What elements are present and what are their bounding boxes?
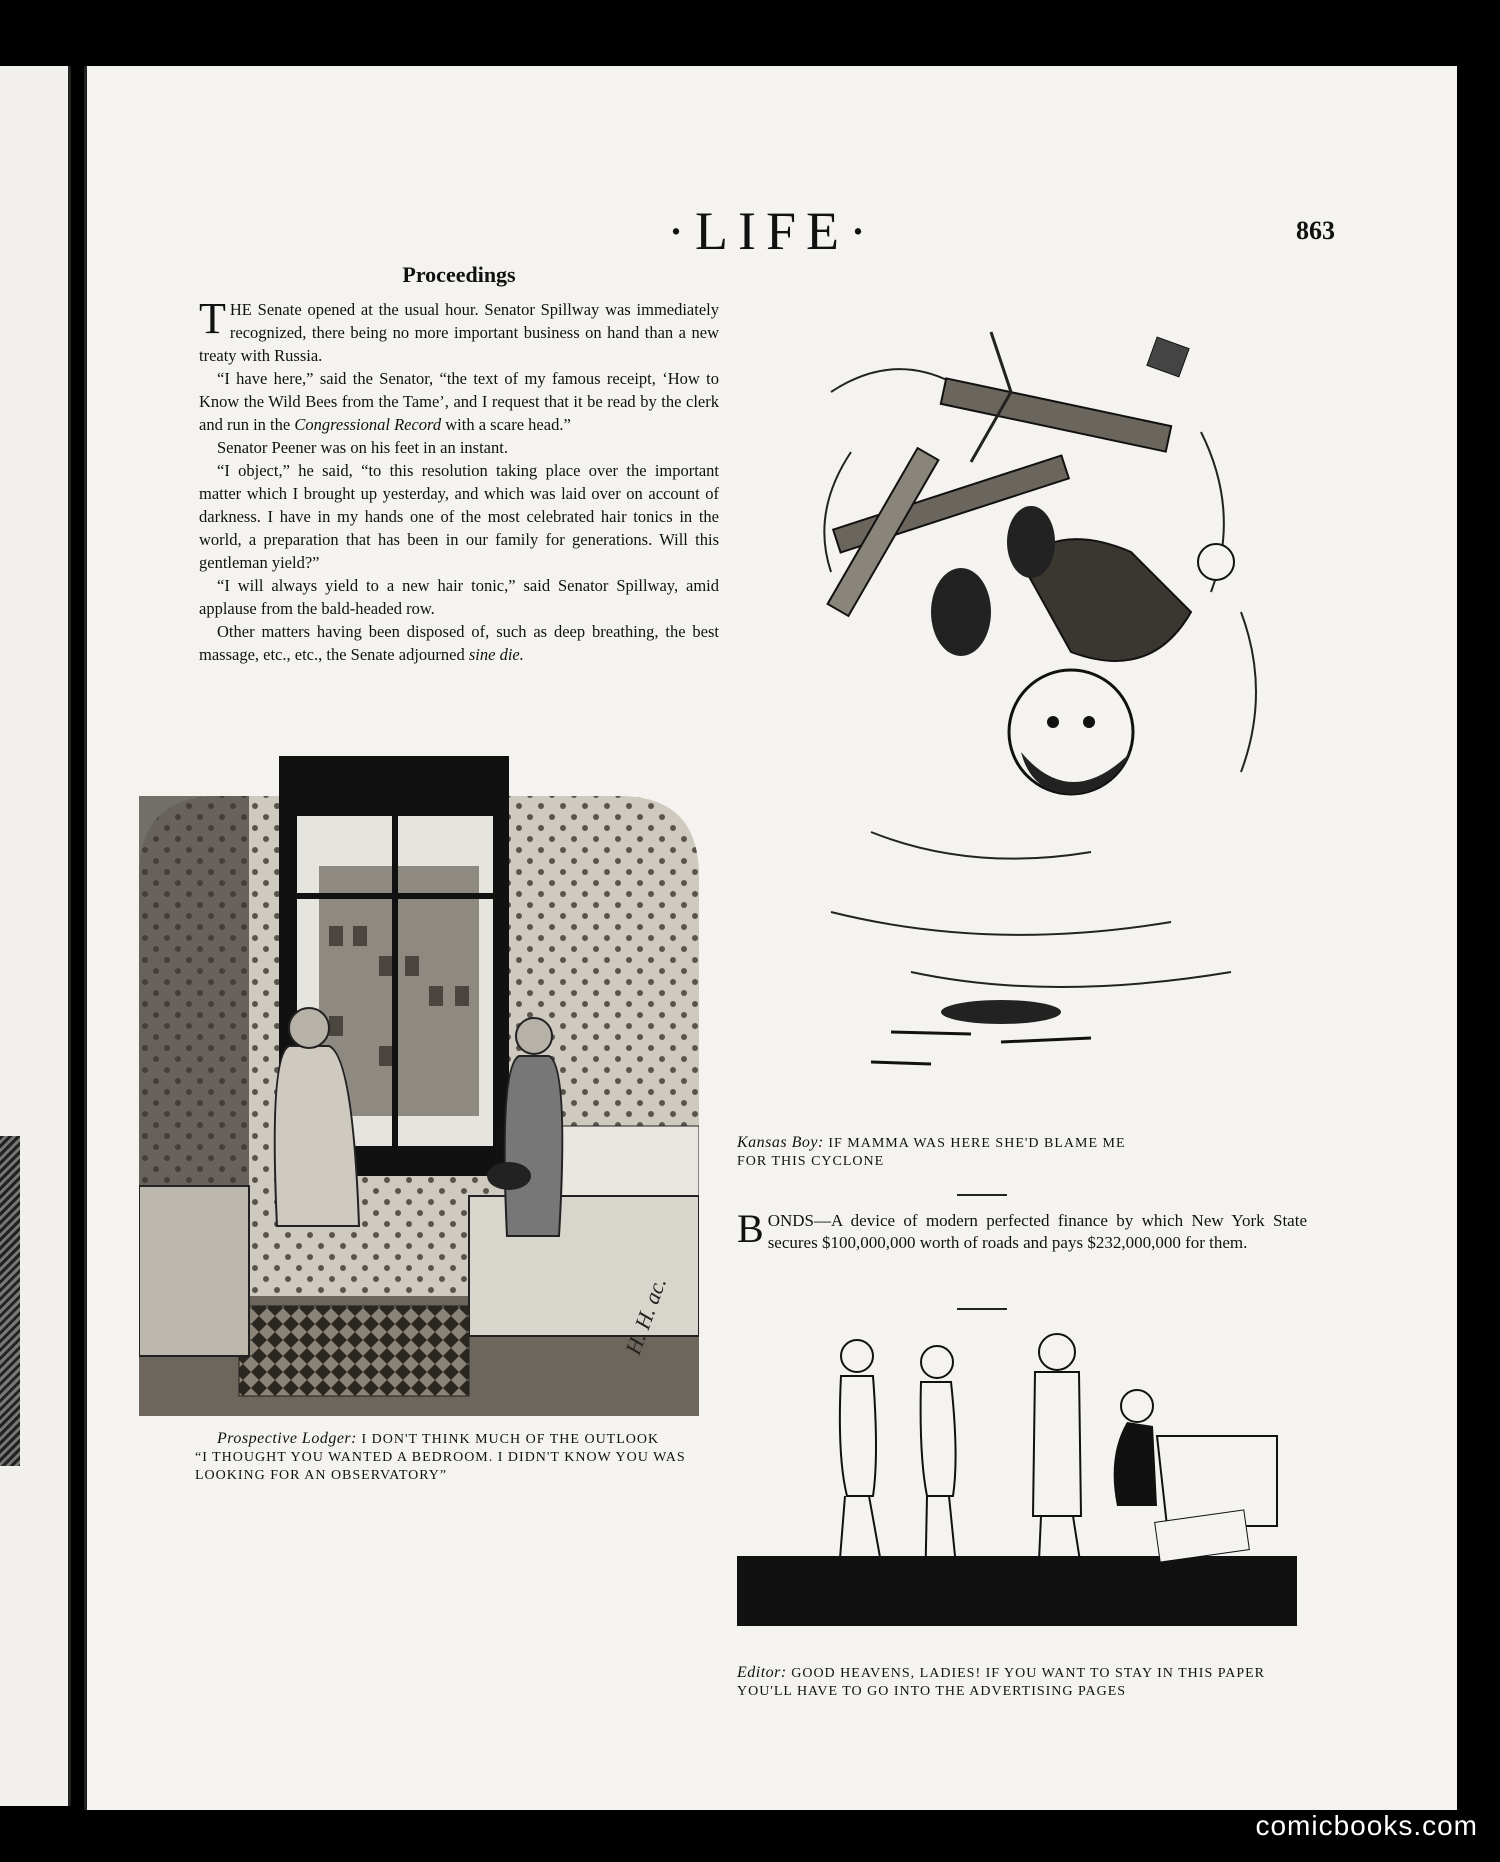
facing-page-edge bbox=[0, 66, 71, 1806]
caption-speaker: Editor: bbox=[737, 1664, 787, 1681]
caption-text: IF MAMMA WAS HERE SHE'D BLAME ME FOR THIS CYCLONE bbox=[737, 1136, 1126, 1169]
facing-page-illustration-fragment bbox=[0, 1136, 20, 1466]
article-paragraph: “I will always yield to a new hair tonic,” said Senator Spillway, amid applause from the bald-headed row. bbox=[199, 576, 719, 618]
left-column bbox=[199, 262, 719, 666]
page-number: 863 bbox=[1296, 216, 1335, 245]
caption-text: “I THOUGHT YOU WANTED A BEDROOM. I DIDN'T KNOW YOU WAS LOOKING FOR AN OBSERVATORY” bbox=[195, 1450, 686, 1483]
lodger-room-illustration bbox=[139, 756, 699, 1416]
article-title: Proceedings bbox=[402, 262, 516, 287]
caption-text: I DON'T THINK MUCH OF THE OUTLOOK bbox=[361, 1432, 660, 1447]
masthead: ·LIFE· bbox=[667, 201, 877, 261]
article-paragraph: Other matters having been disposed of, such as deep breathing, the best massage, etc., etc., the Senate adjourned sine die. bbox=[199, 622, 719, 664]
section-divider bbox=[957, 1194, 1007, 1196]
caption-speaker: Prospective Lodger: bbox=[217, 1430, 357, 1447]
article-paragraph: THE Senate opened at the usual hour. Senator Spillway was immediately recognized, there being no more important business on hand than a new treaty with Russia. bbox=[199, 294, 719, 365]
caption-speaker: Kansas Boy: bbox=[737, 1134, 824, 1151]
section-divider bbox=[957, 1308, 1007, 1310]
magazine-page bbox=[84, 66, 1457, 1810]
editor-caption bbox=[737, 1664, 1307, 1701]
bonds-paragraph: BONDS—A device of modern perfected finance by which New York State secures $100,000,000 worth of roads and pays $232,000,000 for them. bbox=[737, 1206, 1307, 1252]
article-paragraph: “I object,” he said, “to this resolution taking place over the important matter which I brought up yesterday, and which was laid over on account of darkness. I have in my hands one of the most celebrated hair tonics in the world, a preparation that has been in our family for generations. Will this gentleman yield?” bbox=[199, 461, 719, 572]
lodger-caption bbox=[195, 1430, 725, 1485]
kansas-boy-cyclone-illustration bbox=[771, 312, 1331, 1102]
article-paragraph: Senator Peener was on his feet in an instant. bbox=[217, 438, 508, 457]
article-paragraph: “I have here,” said the Senator, “the text of my famous receipt, ‘How to Know the Wild Bees from the Tame’, and I request that it be read by the clerk and run in the Congressional Record with a scare head.” bbox=[199, 369, 719, 434]
editor-ladies-illustration bbox=[737, 1326, 1297, 1626]
site-watermark: comicbooks.com bbox=[1255, 1810, 1478, 1841]
drop-cap: T bbox=[199, 294, 226, 343]
artist-signature: H. H. ac. bbox=[620, 1273, 672, 1358]
drop-cap: B bbox=[737, 1206, 764, 1251]
kansas-caption bbox=[737, 1134, 1157, 1171]
article-proceedings bbox=[199, 262, 719, 666]
caption-text: GOOD HEAVENS, LADIES! IF YOU WANT TO STAY IN THIS PAPER YOU'LL HAVE TO GO INTO THE ADVERTISING PAGES bbox=[737, 1666, 1266, 1699]
